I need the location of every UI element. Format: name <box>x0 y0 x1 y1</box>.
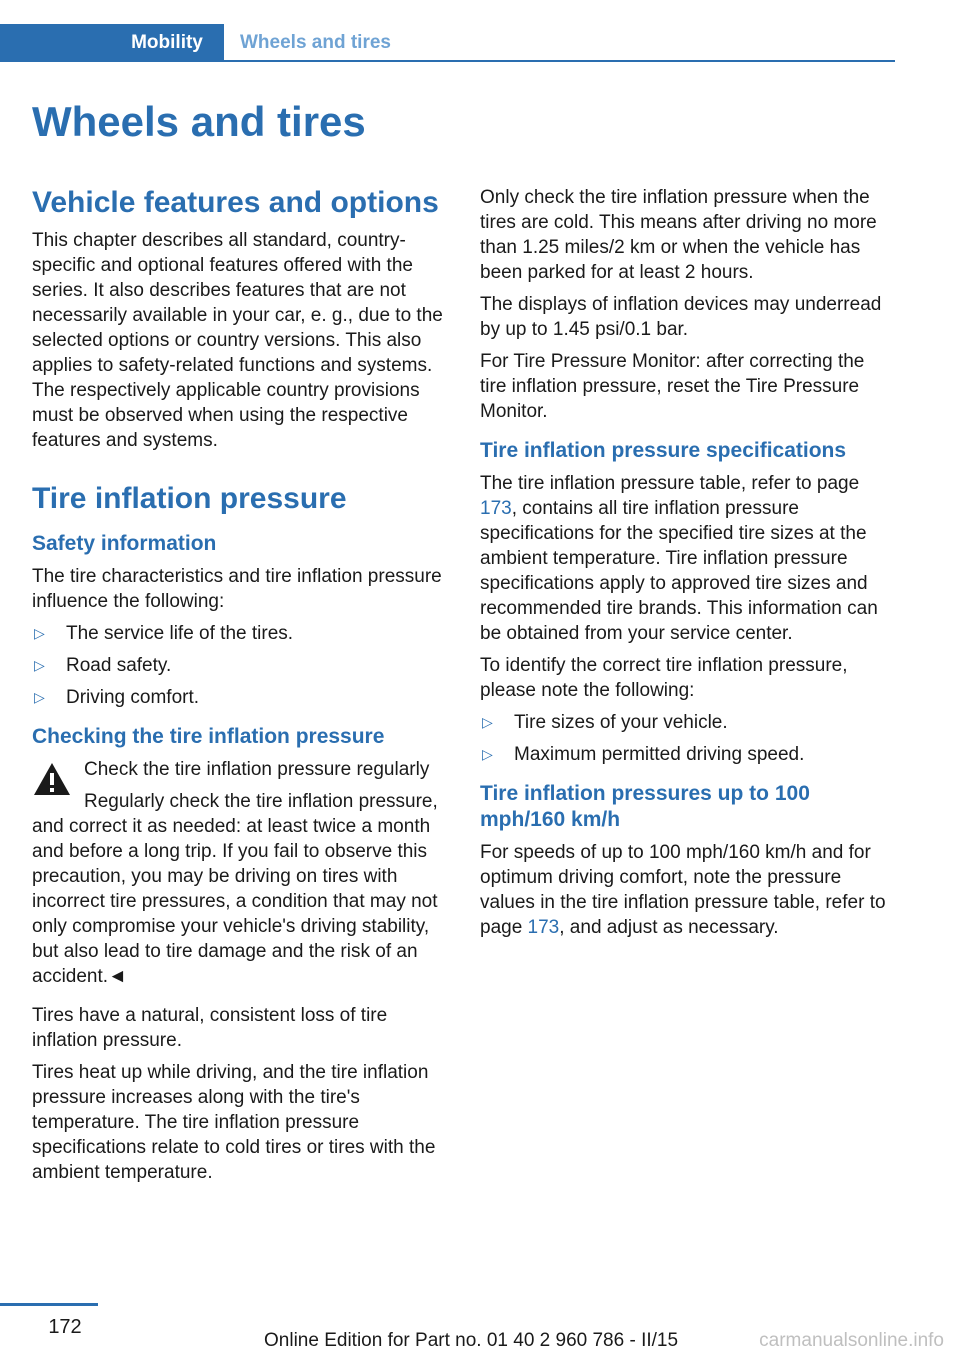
list-item <box>32 621 447 646</box>
page-title: Wheels and tires <box>32 98 366 145</box>
section-tab-label: Mobility <box>131 32 203 53</box>
pressure-up-to-heading: Tire inflation pressures up to 100 mph/160 km/h <box>480 782 810 831</box>
chapter-tab[interactable] <box>240 24 391 60</box>
triangle-right-icon: ▷ <box>482 714 493 730</box>
pressure-up-to-text-start: For speeds of up to 100 mph/160 km/h and for optimum driving comfort, note the pressure values in the tire inflation pressure table, refer to page <box>480 842 886 938</box>
triangle-right-icon: ▷ <box>34 689 45 705</box>
safety-list <box>32 621 447 710</box>
header-rule <box>224 60 895 62</box>
cold-tires-text: Only check the tire inflation pressure when the tires are cold. This means after driving no more than 1.25 miles/2 km or when the vehicle has been parked for at least 2 hours. <box>480 187 877 283</box>
safety-intro-text: The tire characteristics and tire inflation pressure influence the following: <box>32 566 442 612</box>
section-tab[interactable] <box>0 24 224 62</box>
left-column <box>32 185 447 1185</box>
identify-list <box>480 710 895 767</box>
safety-information-heading: Safety information <box>32 532 217 555</box>
tire-pressure-heading: Tire inflation pressure <box>32 482 347 515</box>
warning-text: Regularly check the tire inflation pressure, and correct it as needed: at least twice a month and before a long trip. If you fail to observe this precaution, you may be driving on tires with incorrect tire pressures, a condition that may not only compromise your vehicle's driving stability, but also lead to tire damage and the risk of an accident.◄ <box>32 791 438 987</box>
identify-pressure-text: To identify the correct tire inflation pressure, please note the following: <box>480 655 848 701</box>
pressure-up-to-text-end: , and adjust as necessary. <box>559 917 779 938</box>
page-link-173[interactable]: 173 <box>480 498 512 519</box>
page-number: 172 <box>48 1316 82 1338</box>
triangle-right-icon: ▷ <box>34 657 45 673</box>
pressure-loss-text: Tires have a natural, consistent loss of tire inflation pressure. <box>32 1005 388 1051</box>
footer-rule <box>0 1303 98 1306</box>
pressure-specifications-heading: Tire inflation pressure specifications <box>480 439 847 462</box>
underread-text: The displays of inflation devices may underread by up to 1.45 psi/0.1 bar. <box>480 294 882 340</box>
specifications-text-end: , contains all tire inflation pressure specifications for the specified tire sizes at the ambient temperature. Tire inflation pressure specifications apply to approved tire sizes and recommended tire brands. This information can be obtained from your service center. <box>480 498 878 644</box>
warning-triangle-icon <box>32 761 72 797</box>
checking-pressure-heading: Checking the tire inflation pressure <box>32 725 385 748</box>
pressure-up-to-text <box>480 840 895 940</box>
triangle-right-icon: ▷ <box>482 746 493 762</box>
list-item-text: Road safety. <box>66 655 172 676</box>
right-column <box>480 185 895 940</box>
list-item <box>32 653 447 678</box>
list-item <box>480 742 895 767</box>
header-tabs <box>0 24 895 62</box>
list-item-text: Maximum permitted driving speed. <box>514 744 805 765</box>
page-link-173[interactable]: 173 <box>527 917 560 938</box>
list-item-text: The service life of the tires. <box>66 623 294 644</box>
list-item-text: Tire sizes of your vehicle. <box>514 712 728 733</box>
watermark: carmanualsonline.info <box>759 1330 944 1351</box>
list-item <box>32 685 447 710</box>
chapter-tab-label: Wheels and tires <box>240 32 391 53</box>
pressure-heat-text: Tires heat up while driving, and the tire inflation pressure increases along with the tire's temperature. The tire inflation pressure specifications relate to cold tires or tires with the ambient temperature. <box>32 1062 436 1183</box>
warning-block <box>32 757 447 989</box>
specifications-text <box>480 471 895 646</box>
specifications-text-start: The tire inflation pressure table, refer to page <box>480 473 860 494</box>
tpm-reset-text: For Tire Pressure Monitor: after correcting the tire inflation pressure, reset the Tire Pressure Monitor. <box>480 351 865 422</box>
edition-text: Online Edition for Part no. 01 40 2 960 786 - II/15 <box>264 1330 679 1351</box>
warning-title: Check the tire inflation pressure regularly <box>84 759 430 780</box>
list-item-text: Driving comfort. <box>66 687 200 708</box>
vehicle-features-text: This chapter describes all standard, country-specific and optional features offered with the series. It also describes features that are not necessarily available in your car, e. g., due to the selected options or country versions. This also applies to safety-related functions and systems. The respectively applicable country provisions must be observed when using the respective features and systems. <box>32 230 443 451</box>
triangle-right-icon: ▷ <box>34 625 45 641</box>
vehicle-features-heading: Vehicle features and options <box>32 186 439 219</box>
list-item <box>480 710 895 735</box>
